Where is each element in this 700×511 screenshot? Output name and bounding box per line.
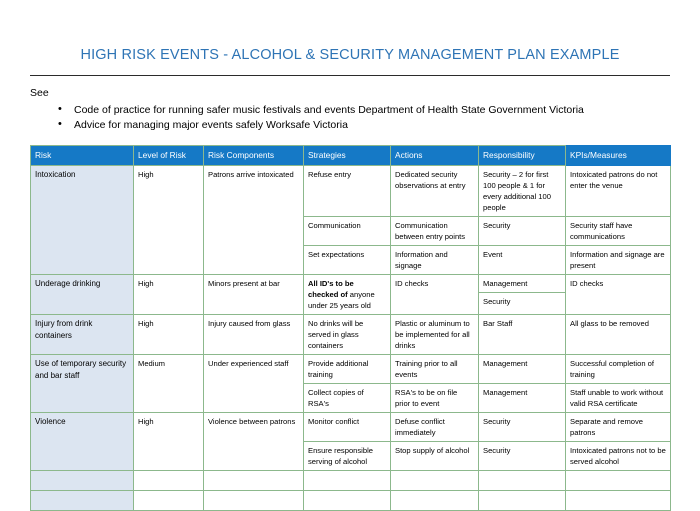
cell-risk-components: Minors present at bar bbox=[204, 275, 304, 315]
cell-responsibility: Event bbox=[479, 246, 566, 275]
cell-kpi bbox=[566, 471, 671, 491]
table-row bbox=[31, 166, 671, 217]
table-row bbox=[31, 275, 671, 315]
list-item: • Code of practice for running safer music festivals and events Department of Health State Government Victoria bbox=[58, 103, 670, 118]
cell-level-of-risk: High bbox=[134, 413, 204, 471]
cell-responsibility: Security bbox=[479, 217, 566, 246]
reference-list bbox=[30, 103, 670, 133]
cell-action bbox=[391, 471, 479, 491]
cell-kpi: Successful completion of training bbox=[566, 355, 671, 384]
table-row bbox=[479, 293, 565, 311]
table-row bbox=[31, 471, 671, 491]
cell-risk-components bbox=[204, 491, 304, 511]
cell-risk: Underage drinking bbox=[31, 275, 134, 315]
cell-kpi bbox=[566, 491, 671, 511]
list-item: • Advice for managing major events safely Worksafe Victoria bbox=[58, 118, 670, 133]
cell-level-of-risk: High bbox=[134, 315, 204, 355]
cell-action: Defuse conflict immediately bbox=[391, 413, 479, 442]
column-header-level-of-risk: Level of Risk bbox=[134, 146, 204, 166]
cell-responsibility bbox=[479, 491, 566, 511]
column-header-kpis-measures: KPIs/Measures bbox=[566, 146, 671, 166]
column-header-risk: Risk bbox=[31, 146, 134, 166]
cell-strategy: Ensure responsible serving of alcohol bbox=[304, 442, 391, 471]
cell-level-of-risk: High bbox=[134, 275, 204, 315]
cell-action: Dedicated security observations at entry bbox=[391, 166, 479, 217]
cell-strategy: Refuse entry bbox=[304, 166, 391, 217]
cell-level-of-risk: Medium bbox=[134, 355, 204, 413]
cell-risk: Violence bbox=[31, 413, 134, 471]
cell-responsibility: Management bbox=[479, 384, 566, 413]
cell-risk bbox=[31, 471, 134, 491]
cell-risk-components: Patrons arrive intoxicated bbox=[204, 166, 304, 275]
cell-kpi: Staff unable to work without valid RSA certificate bbox=[566, 384, 671, 413]
cell-action: Information and signage bbox=[391, 246, 479, 275]
see-label: See bbox=[30, 87, 49, 100]
cell-responsibility: Management bbox=[479, 355, 566, 384]
cell-action bbox=[391, 491, 479, 511]
cell-kpi: All glass to be removed bbox=[566, 315, 671, 355]
table-body bbox=[31, 166, 671, 511]
cell-strategy bbox=[304, 471, 391, 491]
column-header-actions: Actions bbox=[391, 146, 479, 166]
cell-action: RSA's to be on file prior to event bbox=[391, 384, 479, 413]
title-divider bbox=[30, 75, 670, 76]
cell-responsibility: Security bbox=[479, 442, 566, 471]
cell-kpi: Information and signage are present bbox=[566, 246, 671, 275]
cell-kpi: ID checks bbox=[566, 275, 671, 315]
page-title: HIGH RISK EVENTS - ALCOHOL & SECURITY MANAGEMENT PLAN EXAMPLE bbox=[80, 47, 620, 63]
cell-level-of-risk bbox=[134, 491, 204, 511]
cell-strategy: Provide additional training bbox=[304, 355, 391, 384]
table-row bbox=[31, 413, 671, 442]
cell-responsibility-management: Management bbox=[479, 275, 565, 293]
cell-risk-components: Injury caused from glass bbox=[204, 315, 304, 355]
cell-responsibility: Security – 2 for first 100 people & 1 for every additional 100 people bbox=[479, 166, 566, 217]
cell-responsibility bbox=[479, 471, 566, 491]
cell-kpi: Intoxicated patrons not to be served alcohol bbox=[566, 442, 671, 471]
cell-action: Stop supply of alcohol bbox=[391, 442, 479, 471]
column-header-strategies: Strategies bbox=[304, 146, 391, 166]
cell-risk bbox=[31, 491, 134, 511]
cell-strategy: Communication bbox=[304, 217, 391, 246]
cell-action: Plastic or aluminum to be implemented for all drinks bbox=[391, 315, 479, 355]
column-header-risk-components: Risk Components bbox=[204, 146, 304, 166]
cell-kpi: Security staff have communications bbox=[566, 217, 671, 246]
risk-management-table bbox=[30, 145, 671, 511]
table-row bbox=[31, 355, 671, 384]
cell-risk-components bbox=[204, 471, 304, 491]
cell-strategy bbox=[304, 491, 391, 511]
cell-risk-components: Under experienced staff bbox=[204, 355, 304, 413]
cell-kpi: Intoxicated patrons do not enter the venue bbox=[566, 166, 671, 217]
column-header-responsibility: Responsibility bbox=[479, 146, 566, 166]
table-row bbox=[31, 491, 671, 511]
cell-action: ID checks bbox=[391, 275, 479, 315]
table-header bbox=[31, 146, 671, 166]
table-row bbox=[479, 275, 565, 293]
cell-level-of-risk bbox=[134, 471, 204, 491]
table-row bbox=[31, 315, 671, 355]
cell-risk: Injury from drink containers bbox=[31, 315, 134, 355]
cell-responsibility bbox=[479, 275, 566, 315]
table-header-row bbox=[31, 146, 671, 166]
cell-risk: Use of temporary security and bar staff bbox=[31, 355, 134, 413]
cell-responsibility-security: Security bbox=[479, 293, 565, 311]
cell-risk-components: Violence between patrons bbox=[204, 413, 304, 471]
cell-action: Communication between entry points bbox=[391, 217, 479, 246]
cell-level-of-risk: High bbox=[134, 166, 204, 275]
cell-responsibility: Bar Staff bbox=[479, 315, 566, 355]
cell-strategy: No drinks will be served in glass containers bbox=[304, 315, 391, 355]
cell-strategy bbox=[304, 275, 391, 315]
cell-risk: Intoxication bbox=[31, 166, 134, 275]
cell-strategy: Set expectations bbox=[304, 246, 391, 275]
responsibility-split-table bbox=[479, 275, 565, 310]
cell-action: Training prior to all events bbox=[391, 355, 479, 384]
cell-strategy: Collect copies of RSA's bbox=[304, 384, 391, 413]
cell-strategy-bold-text: All ID's to be checked of bbox=[308, 279, 354, 299]
cell-responsibility: Security bbox=[479, 413, 566, 442]
cell-strategy: Monitor conflict bbox=[304, 413, 391, 442]
cell-kpi: Separate and remove patrons bbox=[566, 413, 671, 442]
cell-strategy-text: anyone under 25 years old bbox=[308, 290, 375, 310]
